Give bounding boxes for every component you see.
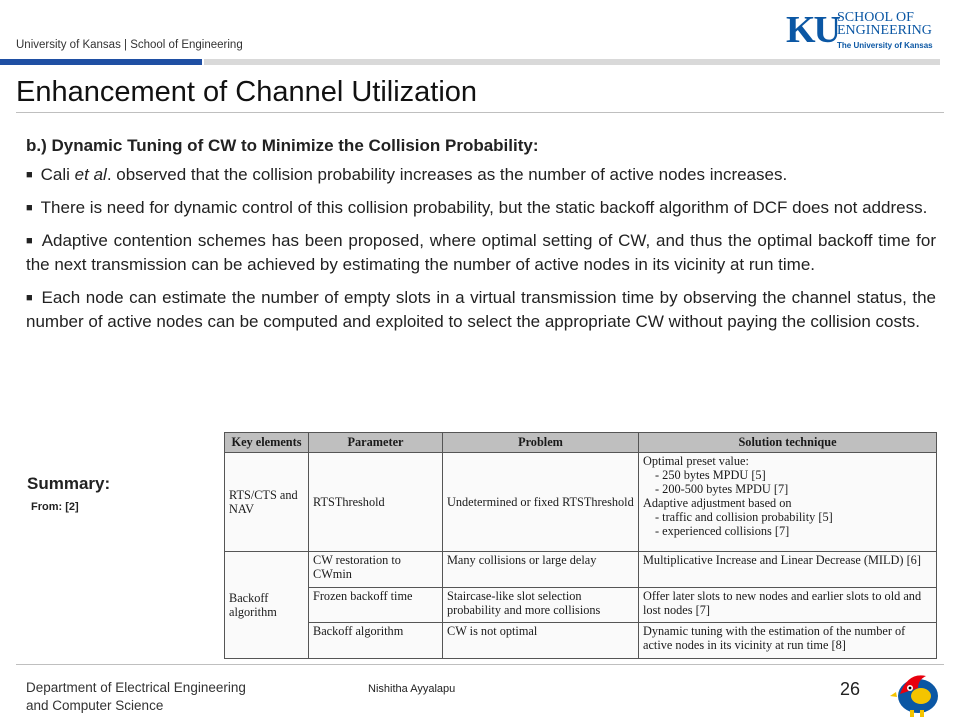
header-accent-bar: [0, 59, 202, 65]
problem-cell: Many collisions or large delay: [443, 552, 639, 588]
bullet-text: Adaptive contention schemes has been proposed, where optimal setting of CW, and thus the optimal backoff time for the next transmission can be achieved by estimating the number of active nodes in its vicinity at run time.: [26, 231, 936, 274]
slide-body: [26, 134, 936, 343]
parameter-cell: RTSThreshold: [309, 452, 443, 552]
solution-line: - traffic and collision probability [5]: [655, 509, 833, 524]
table-header-cell: Problem: [443, 433, 639, 453]
header-gray-bar: [204, 59, 940, 65]
solution-line: - 250 bytes MPDU [5]: [655, 467, 766, 482]
problem-cell: Staircase-like slot selection probability and more collisions: [443, 587, 639, 623]
bullet-item: [26, 229, 936, 277]
solution-cell: Multiplicative Increase and Linear Decrease (MILD) [6]: [639, 552, 937, 588]
table-row: [225, 587, 937, 623]
key-element-cell: Backoff algorithm: [225, 552, 309, 659]
solution-cell: Offer later slots to new nodes and earlier slots to old and lost nodes [7]: [639, 587, 937, 623]
department-name: [26, 679, 246, 715]
table-row: [225, 552, 937, 588]
bullet-text-rest: . observed that the collision probability increases as the number of active nodes increases.: [106, 165, 788, 184]
jayhawk-icon: [888, 666, 946, 718]
ku-engineering-logo: [786, 8, 946, 54]
parameter-cell: Backoff algorithm: [309, 623, 443, 659]
solution-cell: Dynamic tuning with the estimation of the number of active nodes in its vicinity at run time [8]: [639, 623, 937, 659]
square-bullet-icon: ■: [26, 169, 33, 181]
footer-divider: [16, 664, 944, 665]
summary-table: [224, 432, 937, 659]
table-row: [225, 452, 937, 552]
table-header-cell: Parameter: [309, 433, 443, 453]
solution-line: Adaptive adjustment based on: [643, 495, 792, 510]
key-element-cell: RTS/CTS and NAV: [225, 452, 309, 552]
bullet-text: Each node can estimate the number of empty slots in a virtual transmission time by observing the channel status, the number of active nodes can be computed and exploited to select the appropriate CW without paying the collision costs.: [26, 288, 936, 331]
bullet-text: There is need for dynamic control of this collision probability, but the static backoff algorithm of DCF does not address.: [40, 198, 928, 217]
table-row: [225, 623, 937, 659]
summary-label: Summary:: [27, 474, 111, 493]
bullet-item: [26, 196, 936, 220]
bullet-text-prefix: Cali: [40, 165, 75, 184]
page-number: 26: [840, 679, 861, 699]
solution-line: - experienced collisions [7]: [655, 523, 790, 538]
department-line: and Computer Science: [26, 698, 164, 713]
bullet-text-emphasis: et al: [74, 165, 107, 184]
bullet-item: [26, 286, 936, 334]
parameter-cell: CW restoration to CWmin: [309, 552, 443, 588]
source-reference: From: [2]: [31, 501, 79, 513]
square-bullet-icon: ■: [26, 235, 34, 247]
logo-ku-letters: KU: [786, 9, 839, 51]
solution-cell: [639, 452, 937, 552]
square-bullet-icon: ■: [26, 202, 33, 214]
table-header-row: [225, 433, 937, 453]
title-divider: [16, 112, 944, 113]
logo-university: The University of Kansas: [837, 41, 933, 50]
table-header-cell: Solution technique: [639, 433, 937, 453]
bullet-item: [26, 163, 936, 187]
solution-line: Optimal preset value:: [643, 453, 749, 468]
square-bullet-icon: ■: [26, 292, 34, 304]
problem-cell: Undetermined or fixed RTSThreshold: [443, 452, 639, 552]
logo-school-of: SCHOOL OF: [837, 10, 914, 25]
problem-cell: CW is not optimal: [443, 623, 639, 659]
department-line: Department of Electrical Engineering: [26, 680, 246, 695]
parameter-cell: Frozen backoff time: [309, 587, 443, 623]
solution-line: - 200-500 bytes MPDU [7]: [655, 481, 789, 496]
section-subheading: b.) Dynamic Tuning of CW to Minimize the Collision Probability:: [26, 136, 539, 155]
table-header-cell: Key elements: [225, 433, 309, 453]
university-school-line: University of Kansas | School of Engineering: [16, 39, 243, 51]
author-name: Nishitha Ayyalapu: [368, 683, 456, 695]
logo-engineering: ENGINEERING: [837, 23, 932, 38]
slide-title: Enhancement of Channel Utilization: [16, 76, 478, 108]
